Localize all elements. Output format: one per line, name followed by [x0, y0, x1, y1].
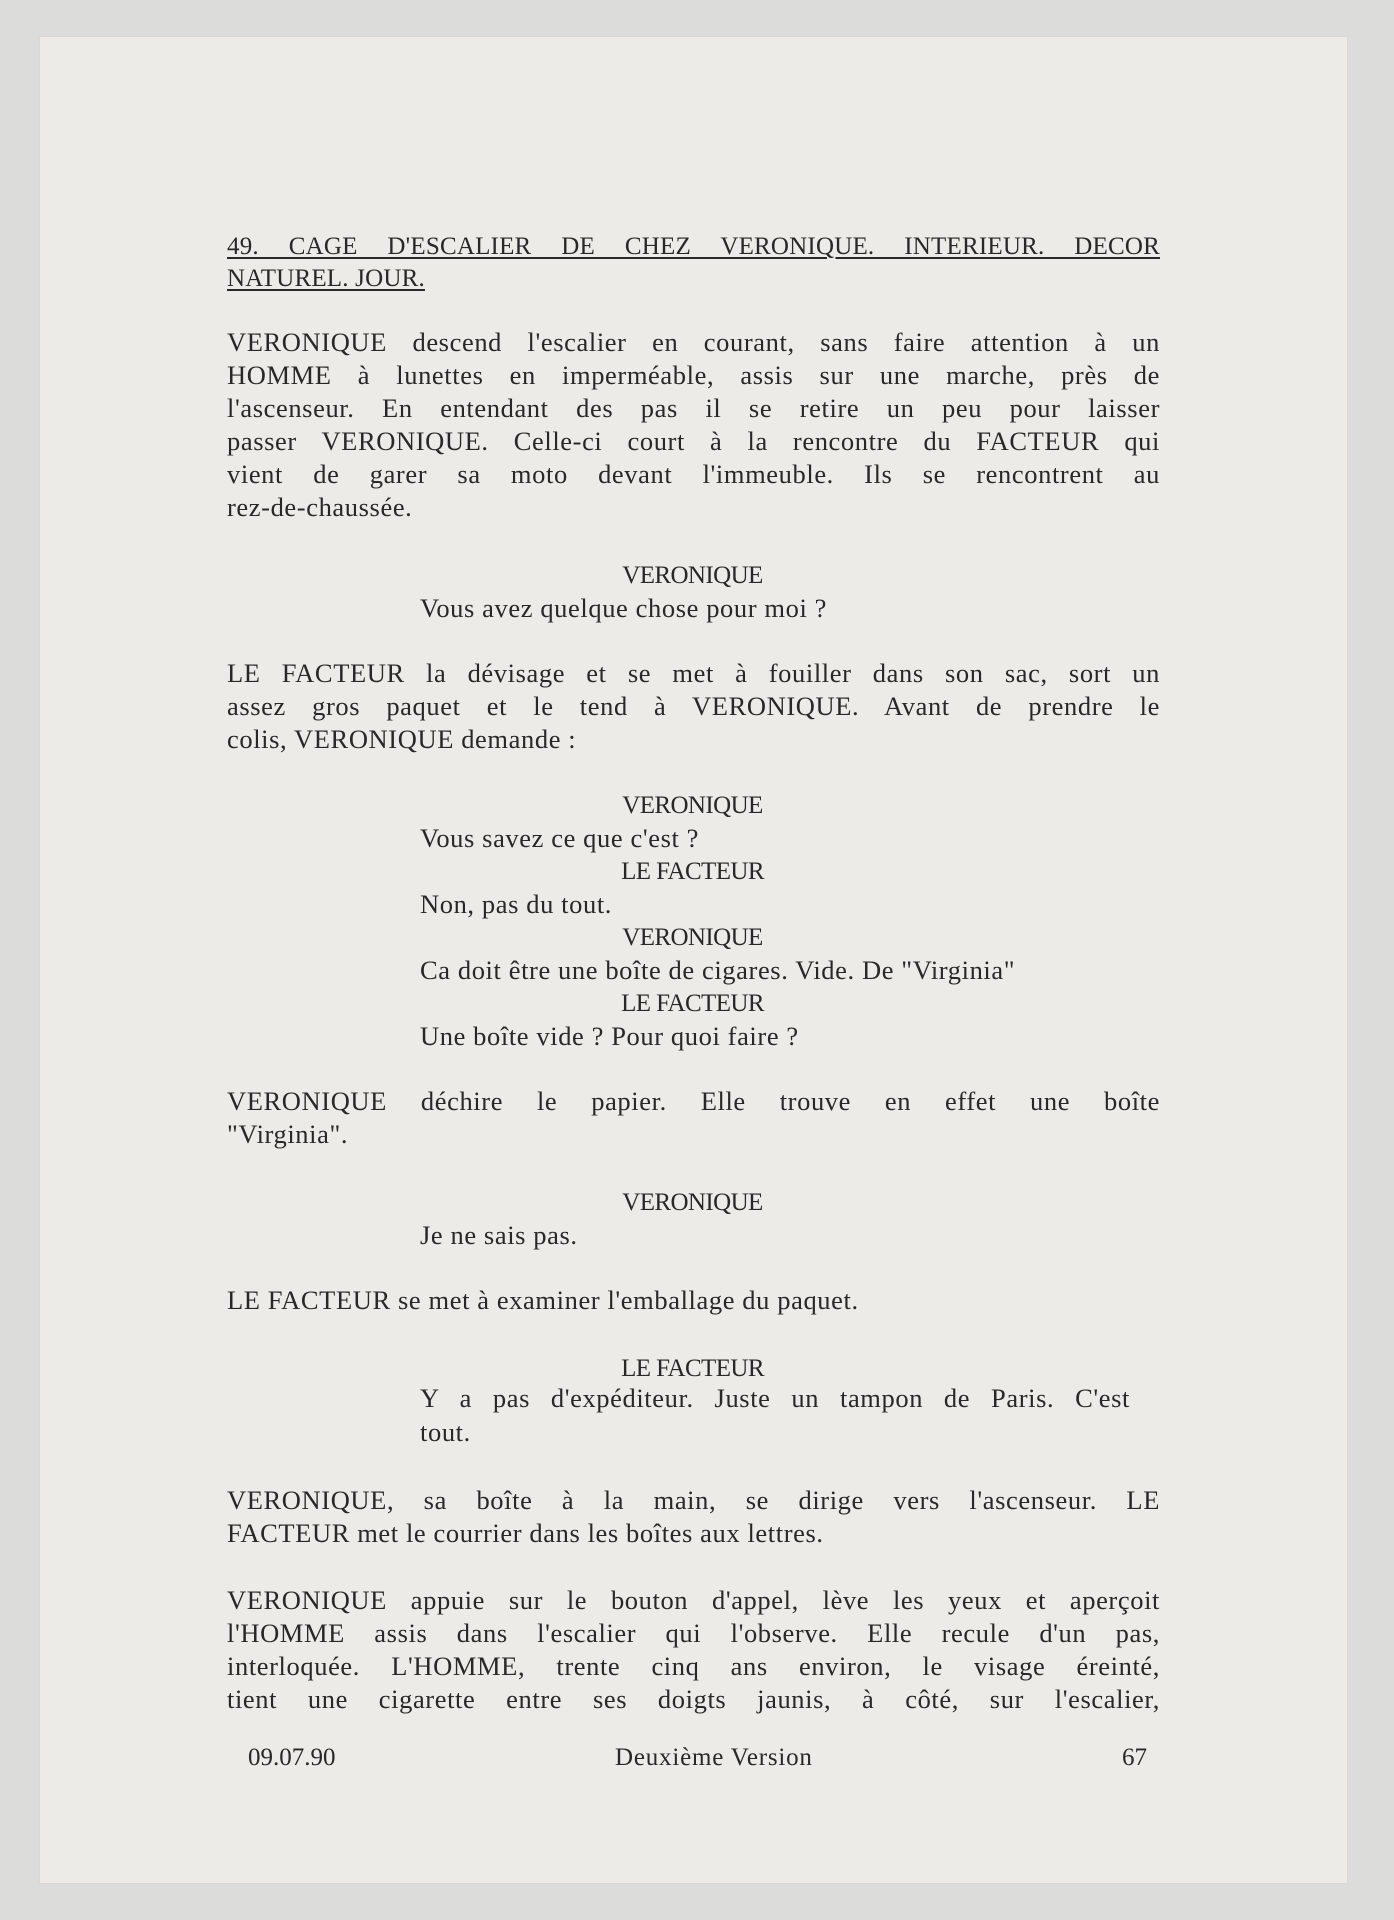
dialogue-line: Une boîte vide ? Pour quoi faire ?: [420, 1021, 799, 1051]
action-line: "Virginia".: [227, 1119, 349, 1149]
page-number: 67: [1122, 1744, 1147, 1771]
action-line: VERONIQUE, sa boîte à la main, se dirige vers l'ascenseur. LE: [227, 1485, 1160, 1515]
scene-heading-line: 49. CAGE D'ESCALIER DE CHEZ VERONIQUE. INTERIEUR. DECOR: [227, 233, 1160, 260]
action-line: l'ascenseur. En entendant des pas il se retire un peu pour laisser: [227, 393, 1160, 423]
action-line: FACTEUR met le courrier dans les boîtes aux lettres.: [227, 1518, 824, 1548]
action-line: HOMME à lunettes en imperméable, assis sur une marche, près de: [227, 360, 1160, 390]
character-name: LE FACTEUR: [621, 990, 764, 1017]
action-line: interloquée. L'HOMME, trente cinq ans environ, le visage éreinté,: [227, 1651, 1160, 1681]
dialogue-line: Y a pas d'expéditeur. Juste un tampon de Paris. C'est: [420, 1383, 1130, 1413]
action-line: LE FACTEUR la dévisage et se met à fouiller dans son sac, sort un: [227, 658, 1160, 688]
dialogue-line: tout.: [420, 1417, 471, 1447]
dialogue-line: Je ne sais pas.: [420, 1220, 578, 1250]
action-line: VERONIQUE descend l'escalier en courant, sans faire attention à un: [227, 327, 1160, 357]
character-name: LE FACTEUR: [621, 1355, 764, 1382]
action-line: passer VERONIQUE. Celle-ci court à la rencontre du FACTEUR qui: [227, 426, 1160, 456]
footer-version: Deuxième Version: [615, 1744, 813, 1771]
action-line: l'HOMME assis dans l'escalier qui l'observe. Elle recule d'un pas,: [227, 1618, 1160, 1648]
character-name: VERONIQUE: [622, 792, 763, 819]
action-line: VERONIQUE déchire le papier. Elle trouve en effet une boîte: [227, 1086, 1160, 1116]
character-name: LE FACTEUR: [621, 858, 764, 885]
character-name: VERONIQUE: [622, 924, 763, 951]
dialogue-line: Non, pas du tout.: [420, 889, 613, 919]
dialogue-line: Vous avez quelque chose pour moi ?: [420, 593, 828, 623]
action-line: rez-de-chaussée.: [227, 492, 413, 522]
action-line: vient de garer sa moto devant l'immeuble. Ils se rencontrent au: [227, 459, 1160, 489]
action-line: colis, VERONIQUE demande :: [227, 724, 577, 754]
action-line: assez gros paquet et le tend à VERONIQUE. Avant de prendre le: [227, 691, 1160, 721]
character-name: VERONIQUE: [622, 1189, 763, 1216]
action-line: VERONIQUE appuie sur le bouton d'appel, lève les yeux et aperçoit: [227, 1585, 1160, 1615]
action-line: LE FACTEUR se met à examiner l'emballage du paquet.: [227, 1285, 859, 1315]
action-line: tient une cigarette entre ses doigts jaunis, à côté, sur l'escalier,: [227, 1684, 1160, 1714]
scene-heading-line: NATUREL. JOUR.: [227, 265, 425, 292]
footer-date: 09.07.90: [248, 1744, 336, 1771]
character-name: VERONIQUE: [622, 562, 763, 589]
dialogue-line: Vous savez ce que c'est ?: [420, 823, 700, 853]
dialogue-line: Ca doit être une boîte de cigares. Vide. De "Virginia": [420, 955, 1016, 985]
